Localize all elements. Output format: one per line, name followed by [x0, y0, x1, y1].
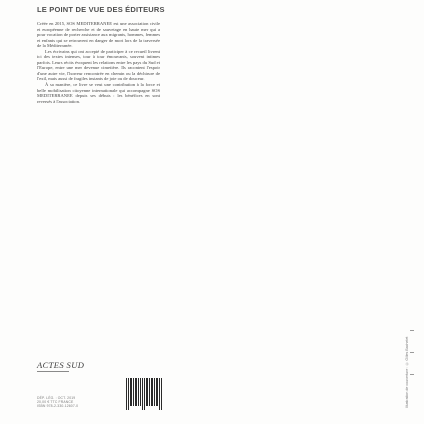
crop-mark [410, 330, 414, 331]
colophon-line: DÉP. LÉG. : OCT. 2019 [37, 396, 76, 400]
blurb-paragraph-1: Créée en 2015, SOS MEDITERRANEE est une association civile et européenne de recherche et de sauvetage en haute mer qui a pour vocation de porter assistance aux migrants, hommes, femmes et enfants qui se retrouvent en danger de mort lors de la traversée de la Méditerranée. [37, 21, 160, 49]
publisher-rule [37, 371, 69, 372]
blurb-text [37, 21, 160, 104]
barcode-icon [126, 378, 162, 410]
blurb-paragraph-3: À sa manière, ce livre se veut une contribution à la force et belle mobilisation citoyenne internationale qui accompagne SOS MEDITERRANEE depuis ses débuts : les bénéfices en sont reversés à l'association. [37, 82, 160, 104]
series-banner: LE POINT DE VUE DES ÉDITEURS [37, 5, 165, 14]
cover-illustration-credit: Illustration de couverture : © Gilles Bachelet [405, 336, 409, 408]
crop-mark [410, 374, 414, 375]
colophon-line: 20,00 € TTC FRANCE [37, 400, 74, 405]
publisher-logo: ACTES SUD [37, 360, 85, 370]
colophon-line: ISBN 978-2-330-12607-0 [37, 404, 79, 409]
blurb-paragraph-2: Les écrivains qui ont accepté de participer à ce recueil livrent ici des textes intenses, tour à tour émouvants, souvent intimes parfois. Leurs récits évoquent les relations entre les pays du Sud et l'Europe, entre une mer devenue cimetière. Ils racontent l'espoir d'une autre vie, l'horreur rencontrée en chemin ou la déchirure de l'exil, mais aussi de fragiles instants de joie ou de douceur. [37, 48, 160, 82]
colophon [37, 396, 109, 409]
crop-mark [410, 352, 414, 353]
